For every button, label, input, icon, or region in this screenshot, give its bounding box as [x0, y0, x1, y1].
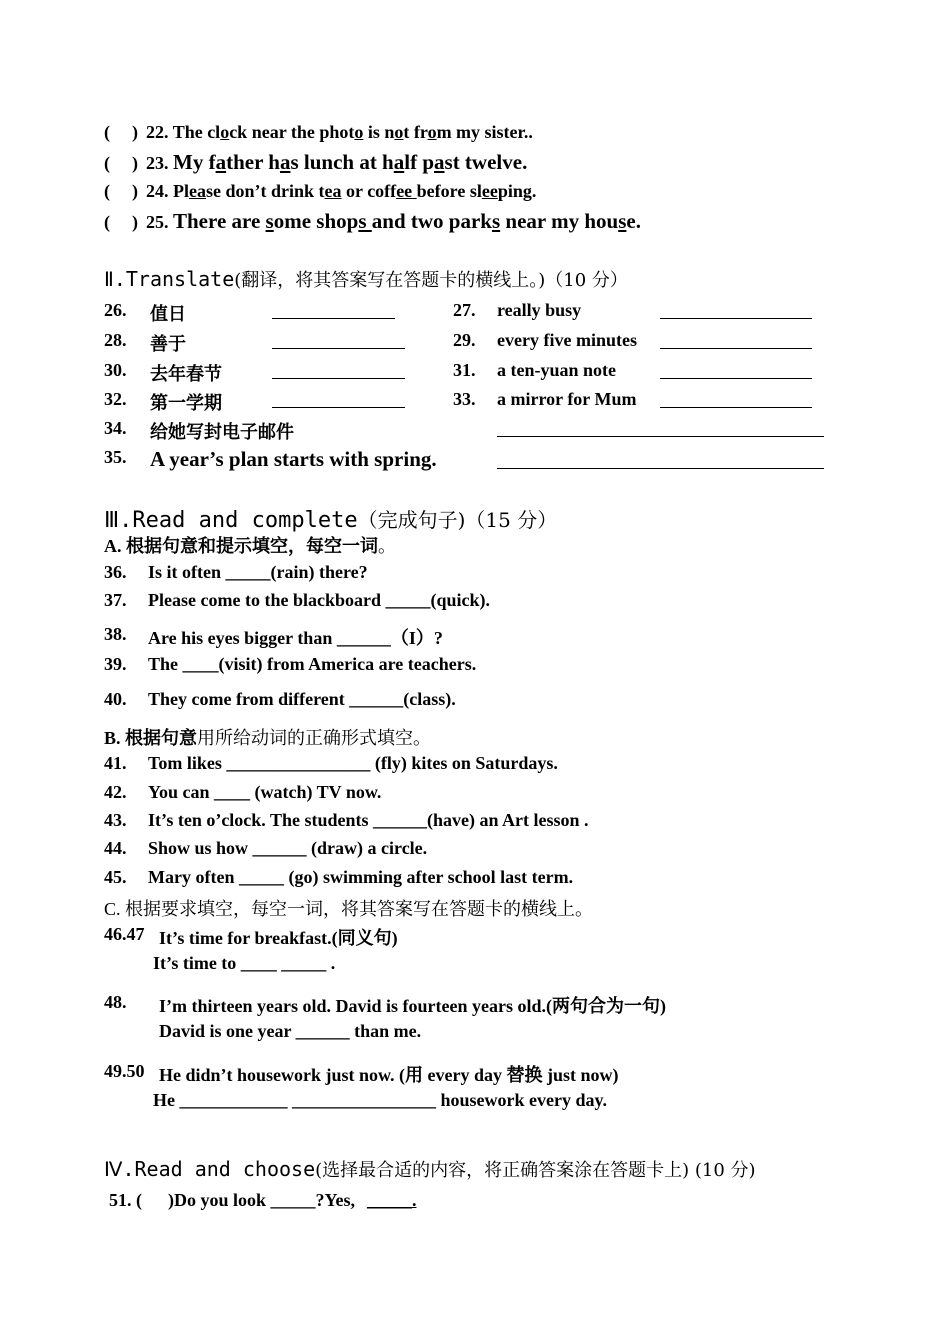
translate-item: really busy — [497, 300, 582, 320]
section-title: Ⅲ.Read and complete — [104, 508, 358, 533]
underlined-letter: s — [265, 209, 274, 233]
translate-item: 去年春节 — [150, 364, 222, 384]
section-instructions: (选择最合适的内容，将正确答案涂在答题卡上) (10 分) — [315, 1160, 756, 1181]
question-number: 24. — [146, 181, 169, 201]
underlined-letter: o — [354, 122, 364, 142]
underlined-letter: ee — [481, 181, 498, 201]
subsection-b-label: B. 根据句意用所给动词的正确形式填空。 — [104, 728, 432, 748]
underlined-letter: ea — [324, 181, 342, 201]
answer-blank[interactable] — [660, 318, 812, 319]
answer-paren-open: ( — [104, 122, 110, 142]
translate-item: every five minutes — [497, 330, 637, 350]
underlined-letter: a — [434, 150, 445, 174]
underlined-letter: o — [427, 122, 437, 142]
subsection-a-label: A. 根据句意和提示填空，每空一词。 — [104, 536, 396, 556]
answer-blank[interactable] — [660, 348, 812, 349]
underlined-letter: s — [358, 209, 372, 233]
answer-paren-open: ( — [104, 181, 110, 201]
answer-paren-close: ) — [132, 153, 138, 173]
answer-blank[interactable] — [660, 407, 812, 408]
answer-paren-open: ( — [104, 212, 110, 232]
translate-item: 善于 — [150, 334, 186, 354]
answer-paren-close: ) — [132, 212, 138, 232]
underlined-letter: ea — [189, 181, 206, 201]
section-title: Ⅳ.Read and choose — [104, 1157, 316, 1181]
underlined-letter: ee — [396, 181, 417, 201]
translate-item: 给她写封电子邮件 — [150, 422, 294, 442]
answer-blank[interactable] — [660, 378, 812, 379]
underlined-letter: s — [491, 209, 501, 233]
answer-blank[interactable] — [272, 348, 405, 349]
section-3-heading — [104, 504, 950, 533]
section-4-heading — [104, 1156, 950, 1182]
question-number: 23. — [146, 153, 169, 173]
answer-blank[interactable] — [497, 468, 824, 469]
question-number: 25. — [146, 212, 169, 232]
translate-item: a mirror for Mum — [497, 389, 637, 409]
underlined-letter: a — [393, 150, 405, 174]
underlined-letter: o — [220, 122, 230, 142]
section-instructions: (翻译，将其答案写在答题卡的横线上。)（10 分） — [234, 270, 628, 291]
translate-item: 值日 — [150, 304, 186, 324]
translate-item: A year’s plan starts with spring. — [150, 447, 437, 471]
underlined-letter: s — [618, 209, 627, 233]
answer-blank[interactable] — [272, 318, 395, 319]
subsection-c-label: C. 根据要求填空，每空一词，将其答案写在答题卡的横线上。 — [104, 899, 594, 919]
answer-paren-open: ( — [104, 153, 110, 173]
question-number: 22. — [146, 122, 169, 142]
underlined-letter: a — [279, 150, 291, 174]
translate-item: a ten-yuan note — [497, 360, 617, 380]
answer-blank[interactable] — [272, 407, 405, 408]
section-instructions: （完成句子)（15 分） — [357, 508, 558, 532]
answer-paren-close: ) — [132, 122, 138, 142]
answer-blank[interactable] — [497, 436, 824, 437]
answer-paren-close: ) — [132, 181, 138, 201]
translate-item: 第一学期 — [150, 393, 222, 413]
answer-blank[interactable] — [272, 378, 405, 379]
section-title: Ⅱ.Translate — [104, 267, 235, 291]
section-2-heading — [104, 266, 950, 292]
underlined-letter: a — [215, 150, 227, 174]
underlined-letter: o — [394, 122, 404, 142]
